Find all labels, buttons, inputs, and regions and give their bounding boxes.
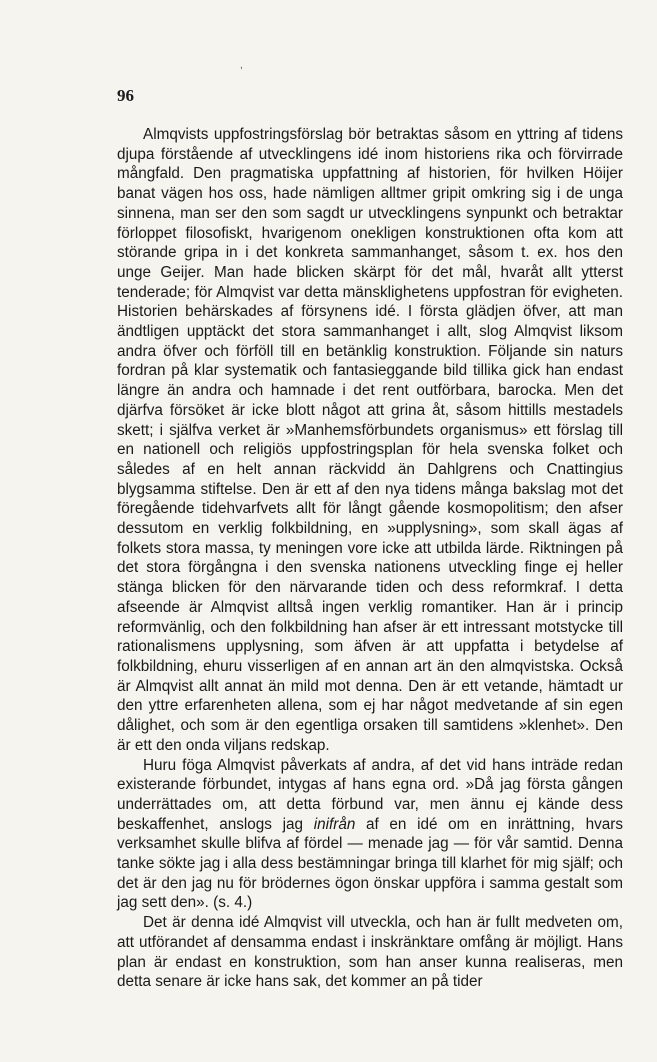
italic-word: inifrån (313, 815, 356, 833)
paragraph (117, 125, 623, 756)
paragraph-text: Det är denna idé Almqvist vill utveckla, och han är fullt medveten om, att utförandet af densamma endast i inskränktare omfång är möjligt. Hans plan är endast en konstruktion, som han anser kunna realiseras, men detta senare är icke hans sak, det kommer an på tider (117, 914, 623, 991)
body-text (117, 125, 623, 992)
print-speck: , (240, 60, 243, 71)
paragraph-text: af en idé om en inrättning, hvars verksamhet skulle blifva af fördel — menade jag — för vår samtid. Denna tanke sökte jag i alla dess bestämningar bringa till klarhet för mig själf; och det är den jag nu för brödernes ögon önskar uppföra i samma gestalt som jag sett den». (s. 4.) (117, 815, 623, 912)
paragraph-text: Almqvists uppfostringsförslag bör betraktas såsom en yttring af tidens djupa förstående af utvecklingens idé inom historiens rika och förvirrade mångfald. Den pragmatiska uppfattning af historien, för hvilken Höijer banat vägen hos oss, hade nämligen alltmer gripit omkring sig i de unga sinnena, man ser den som sagdt ur utvecklingens synpunkt och betraktar förloppet filosofiskt, hvarigenom onekligen konstruktionen ofta kom att störande gripa in i det konkreta sammanhanget, såsom t. ex. hos den unge Geijer. Man hade blicken skärpt för det mål, hvaråt allt ytterst tenderade; för Almqvist var detta mänsklighetens uppfostran för evigheten. Historien behärskades af försynens idé. I första glädjen öfver, att man ändtligen upptäckt det stora sammanhanget i allt, slog Almqvist liksom andra öfver och förföll till en betänklig konstruktion. Följande sin naturs fordran på klar systematik och fantasieggande bild tillika gick han endast längre än andra och hamnade i det rent outförbara, barocka. Men det djärfva försöket är icke blott något att grina åt, såsom hittills mestadels skett; i själfva verket är »Manhemsförbundets organismus» ett förslag till en nationell och religiös uppfostringsplan för hela svenska folket och således af en helt annan räckvidd än Dahlgrens och Cnattingius blygsamma stiftelse. Den är ett af den nya tidens många bakslag mot det föregående tidehvarfvets allt för långt gående kosmopolitism; den afser dessutom en verklig folkbildning, en »upplysning», som skall ägas af folkets stora massa, ty meningen vore icke att utbilda lärde. Riktningen på det stora förgångna i den svenska nationens utveckling finge ej heller stänga blicken för den närvarande tiden och dess reformkraf. I detta afseende är Almqvist alltså ingen verklig romantiker. Han är i princip reformvänlig, och den folkbildning han afser är ett intressant motstycke till rationalismens upplysning, som äfven är att uppfatta i betydelse af folkbildning, ehuru visserligen af en annan art än den almqvistska. Också är Almqvist allt annat än mild mot denna. Den är ett vetande, hämtadt ur den yttre erfarenheten allena, som ej har något medvetande af sin egen dålighet, och som är den egentliga orsaken till samtidens »klenhet». Den är ett den onda viljans redskap. (117, 126, 623, 754)
paragraph (117, 913, 623, 992)
paragraph-text: Huru föga Almqvist påverkats af andra, af det vid hans inträde redan existerande förbundet, intygas af hans egna ord. »Då jag första gången underrättades om, att detta förbund var, men ännu ej kände dess beskaffenhet, anslogs jag (117, 756, 623, 833)
paragraph (117, 756, 623, 914)
page-number: 96 (117, 86, 134, 105)
